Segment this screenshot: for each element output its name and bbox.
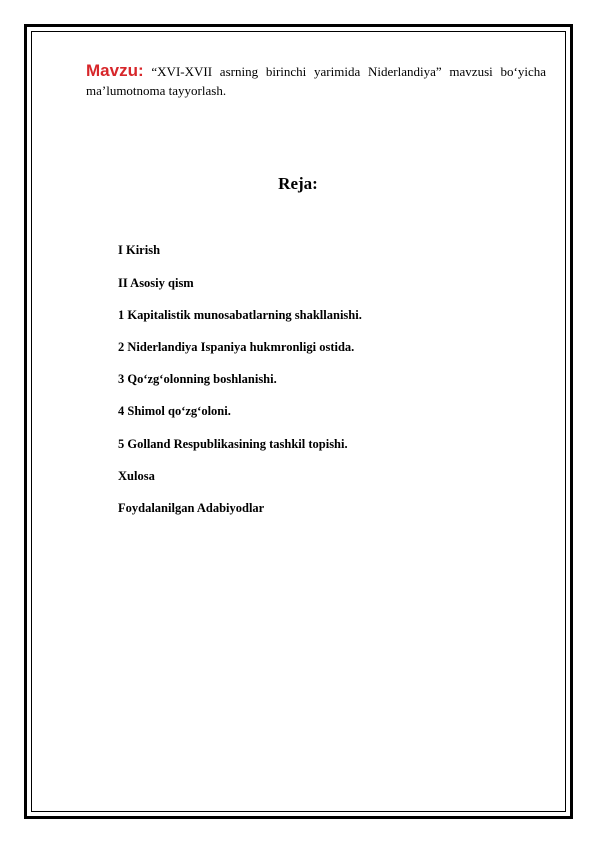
topic-text: “XVI-XVII asrning birinchi yarimida Niderlandiya” mavzusi bo‘yicha ma’lumotnoma tayyorlash. — [86, 64, 546, 98]
page-border-inner — [31, 31, 566, 812]
plan-item: 5 Golland Respublikasining tashkil topishi. — [118, 437, 348, 451]
plan-item: I Kirish — [118, 243, 161, 257]
plan-item: II Asosiy qism — [118, 276, 194, 290]
plan-title: Reja: — [278, 174, 318, 193]
plan-item: 4 Shimol qo‘zg‘oloni. — [118, 404, 231, 418]
topic-label: Mavzu: — [86, 61, 144, 80]
topic-paragraph — [86, 61, 546, 100]
plan-item: 1 Kapitalistik munosabatlarning shakllanishi. — [118, 308, 362, 322]
plan-item: 3 Qo‘zg‘olonning boshlanishi. — [118, 372, 277, 386]
plan-item: Foydalanilgan Adabiyodlar — [118, 501, 265, 515]
plan-item: 2 Niderlandiya Ispaniya hukmronligi ostida. — [118, 340, 355, 354]
plan-item: Xulosa — [118, 469, 155, 483]
